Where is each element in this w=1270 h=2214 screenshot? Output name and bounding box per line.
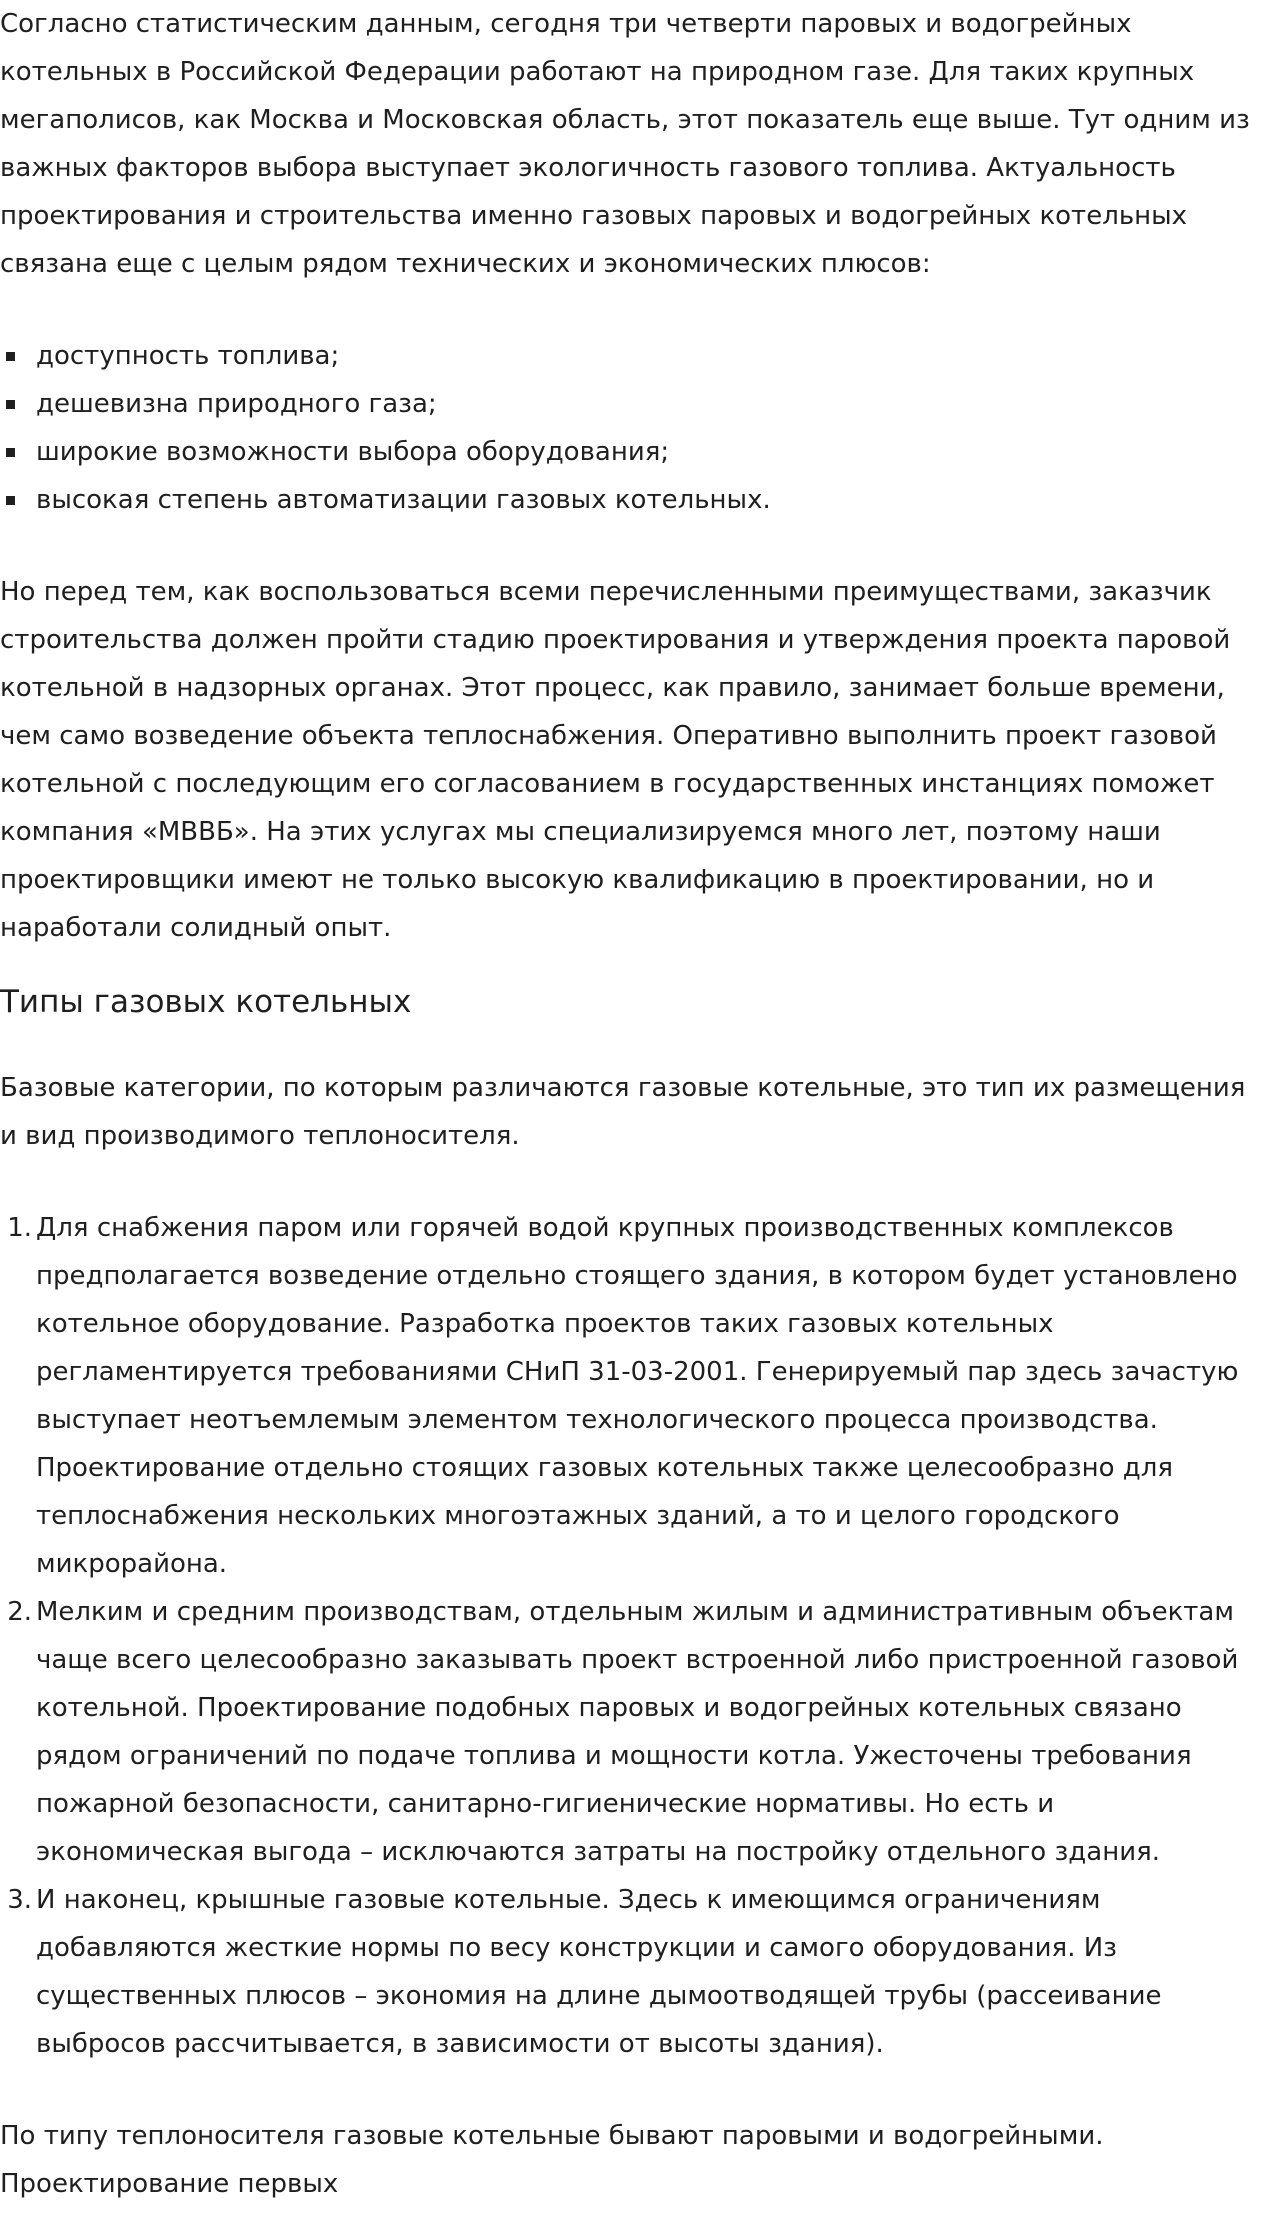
square-bullet-icon — [6, 352, 15, 361]
list-item — [0, 380, 1270, 428]
list-number: 2. — [7, 1597, 32, 1627]
square-bullet-icon — [6, 496, 15, 505]
second-paragraph: Но перед тем, как воспользоваться всеми перечисленными преимуществами, заказчик строительства должен пройти стадию проектирования и утверждения проекта паровой котельной в надзорных органах. Этот процесс, как правило, занимает больше времени, чем само возведение объекта теплоснабжения. Оперативно выполнить проект газовой котельной с последующим его согласованием в государственных инстанциях поможет компания «МВВБ». На этих услугах мы специализируемся много лет, поэтому наши проектировщики имеют не только высокую квалификацию в проектировании, но и наработали солидный опыт. — [0, 577, 1231, 943]
list-item-text: Мелким и средним производствам, отдельным жилым и административным объектам чаще всего целесообразно заказывать проект встроенной либо пристроенной газовой котельной. Проектирование подобных паровых и водогрейных котельных связано рядом ограничений по подаче топлива и мощности котла. Ужесточены требования пожарной безопасности, санитарно-гигиенические нормативы. Но есть и экономическая выгода – исключаются затраты на постройку отдельного здания. — [36, 1597, 1239, 1867]
list-item — [0, 1204, 1270, 1588]
list-item — [0, 428, 1270, 476]
square-bullet-icon — [6, 448, 15, 457]
list-item — [0, 476, 1270, 524]
list-number: 1. — [7, 1213, 32, 1243]
closing-paragraph: По типу теплоносителя газовые котельные бывают паровыми и водогрейными. Проектирование первых — [0, 2121, 1104, 2199]
list-item-text: высокая степень автоматизации газовых котельных. — [36, 485, 771, 515]
list-item — [0, 1876, 1270, 2068]
section-heading: Типы газовых котельных — [0, 984, 412, 1020]
list-item — [0, 1588, 1270, 1876]
list-item-text: дешевизна природного газа; — [36, 389, 437, 419]
list-item — [0, 332, 1270, 380]
list-item-text: доступность топлива; — [36, 341, 340, 371]
boiler-types-list — [0, 1204, 1270, 2068]
square-bullet-icon — [6, 400, 15, 409]
list-item-text: широкие возможности выбора оборудования; — [36, 437, 670, 467]
intro-paragraph: Согласно статистическим данным, сегодня три четверти паровых и водогрейных котельных в Российской Федерации работают на природном газе. Для таких крупных мегаполисов, как Москва и Московская область, этот показатель еще выше. Тут одним из важных факторов выбора выступает экологичность газового топлива. Актуальность проектирования и строительства именно газовых паровых и водогрейных котельных связана еще с целым рядом технических и экономических плюсов: — [0, 9, 1250, 279]
list-item-text: Для снабжения паром или горячей водой крупных производственных комплексов предполагается возведение отдельно стоящего здания, в котором будет установлено котельное оборудование. Разработка проектов таких газовых котельных регламентируется требованиями СНиП 31-03-2001. Генерируемый пар здесь зачастую выступает неотъемлемым элементом технологического процесса производства. Проектирование отдельно стоящих газовых котельных также целесообразно для теплоснабжения нескольких многоэтажных зданий, а то и целого городского микрорайона. — [36, 1213, 1239, 1579]
section-intro: Базовые категории, по которым различаются газовые котельные, это тип их размещения и вид производимого теплоносителя. — [0, 1073, 1246, 1151]
advantages-list — [0, 332, 1270, 524]
list-item-text: И наконец, крышные газовые котельные. Здесь к имеющимся ограничениям добавляются жесткие нормы по весу конструкции и самого оборудования. Из существенных плюсов – экономия на длине дымоотводящей трубы (рассеивание выбросов рассчитывается, в зависимости от высоты здания). — [36, 1885, 1162, 2059]
list-number: 3. — [7, 1885, 32, 1915]
